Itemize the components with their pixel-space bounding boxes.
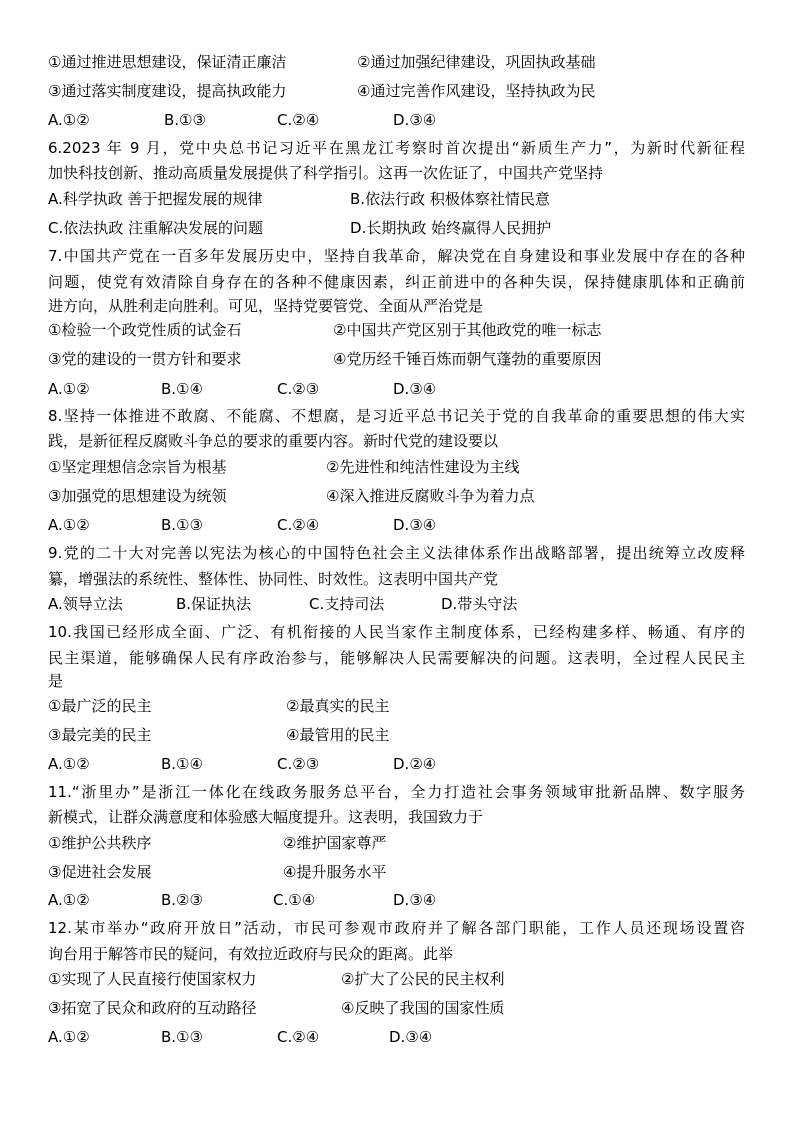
- option-b: B.①③: [161, 1028, 203, 1046]
- q12-stem-line-2: 询台用于解答市民的疑问，有效拉近政府与民众的距离。此举: [48, 945, 454, 963]
- option-b: B.依法行政 积极体察社情民意: [350, 190, 550, 208]
- option-a: A.①②: [48, 1028, 90, 1046]
- statement-1: ①实现了人民直接行使国家权力: [48, 970, 257, 988]
- option-a: A.①②: [48, 516, 90, 534]
- option-d: D.③④: [393, 111, 437, 129]
- statement-2: ②最真实的民主: [286, 697, 390, 715]
- statement-4: ④通过完善作风建设，坚持执政为民: [357, 82, 596, 100]
- statement-3: ③通过落实制度建设，提高执政能力: [48, 82, 287, 100]
- q9-stem-line-1: 9.党的二十大对完善以宪法为核心的中国特色社会主义法律体系作出战略部署，提出统筹立改废释: [48, 544, 745, 562]
- statement-3: ③党的建设的一贯方针和要求: [48, 350, 242, 368]
- option-a: A.领导立法: [48, 595, 123, 613]
- option-d: D.长期执政 始终赢得人民拥护: [350, 219, 552, 237]
- option-d: D.③④: [393, 891, 437, 909]
- statement-4: ④最管用的民主: [286, 726, 390, 744]
- statement-1: ①坚定理想信念宗旨为根基: [48, 458, 227, 476]
- statement-4: ④提升服务水平: [283, 863, 387, 881]
- option-c: C.①④: [273, 891, 316, 909]
- statement-2: ②中国共产党区别于其他政党的唯一标志: [333, 321, 602, 339]
- statement-3: ③加强党的思想建设为统领: [48, 487, 227, 505]
- statement-2: ②通过加强纪律建设，巩固执政基础: [357, 53, 596, 71]
- option-a: A.①②: [48, 891, 90, 909]
- statement-4: ④党历经千锤百炼而朝气蓬勃的重要原因: [333, 350, 602, 368]
- option-b: B.保证执法: [176, 595, 252, 613]
- option-d: D.③④: [393, 380, 437, 398]
- option-a: A.①②: [48, 111, 90, 129]
- statement-1: ①通过推进思想建设，保证清正廉洁: [48, 53, 287, 71]
- option-b: B.②③: [161, 891, 203, 909]
- q10-stem-line-1: 10.我国已经形成全面、广泛、有机衔接的人民当家作主制度体系，已经构建多样、畅通、有序的: [48, 623, 745, 641]
- q6-stem-line-2: 加快科技创新、推动高质量发展提供了科学指引。这再一次佐证了，中国共产党坚持: [48, 164, 604, 182]
- option-d: D.③④: [389, 1028, 433, 1046]
- option-b: B.①③: [161, 516, 203, 534]
- statement-2: ②扩大了公民的民主权利: [341, 970, 505, 988]
- q7-stem-line-1: 7.中国共产党在一百多年发展历史中，坚持自我革命，解决党在自身建设和事业发展中存在的各种: [48, 247, 745, 265]
- q10-stem-line-2: 民主渠道，能够确保人民有序政治参与，能够解决人民需要解决的问题。这表明，全过程人民民主: [48, 649, 745, 667]
- q8-stem-line-2: 践，是新征程反腐败斗争总的要求的重要内容。新时代党的建设要以: [48, 432, 499, 450]
- statement-1: ①维护公共秩序: [48, 834, 152, 852]
- q12-stem-line-1: 12.某市举办“政府开放日”活动，市民可参观市政府并了解各部门职能，工作人员还现场设置咨: [48, 919, 745, 937]
- q6-stem-line-1: 6.2023 年 9 月，党中央总书记习近平在黑龙江考察时首次提出“新质生产力”，为新时代新征程: [48, 139, 745, 157]
- statement-4: ④深入推进反腐败斗争为着力点: [326, 487, 535, 505]
- q11-stem-line-1: 11.“浙里办”是浙江一体化在线政务服务总平台，全力打造社会事务领域审批新品牌、数字服务: [48, 783, 745, 801]
- q11-stem-line-2: 新模式，让群众满意度和体验感大幅度提升。这表明，我国致力于: [48, 808, 484, 826]
- option-c: C.依法执政 注重解决发展的问题: [48, 219, 264, 237]
- statement-4: ④反映了我国的国家性质: [341, 999, 505, 1017]
- q7-stem-line-2: 问题，使党有效清除自身存在的各种不健康因素，纠正前进中的各种失误，保持健康肌体和正确前: [48, 273, 745, 291]
- option-b: B.①③: [164, 111, 206, 129]
- option-c: C.②③: [277, 380, 320, 398]
- option-c: C.②④: [277, 516, 320, 534]
- option-c: C.②③: [277, 755, 320, 773]
- q7-stem-line-3: 进方向，从胜利走向胜利。可见，坚持党要管党、全面从严治党是: [48, 297, 484, 315]
- statement-2: ②维护国家尊严: [283, 834, 387, 852]
- option-d: D.③④: [393, 516, 437, 534]
- option-a: A.科学执政 善于把握发展的规律: [48, 190, 263, 208]
- statement-3: ③促进社会发展: [48, 863, 152, 881]
- q8-stem-line-1: 8.坚持一体推进不敢腐、不能腐、不想腐，是习近平总书记关于党的自我革命的重要思想的伟大实: [48, 407, 745, 425]
- option-a: A.①②: [48, 755, 90, 773]
- q10-stem-line-3: 是: [48, 672, 64, 690]
- statement-3: ③最完美的民主: [48, 726, 152, 744]
- statement-2: ②先进性和纯洁性建设为主线: [326, 458, 520, 476]
- option-c: C.支持司法: [309, 595, 385, 613]
- option-c: C.②④: [277, 111, 320, 129]
- option-b: B.①④: [161, 380, 203, 398]
- statement-1: ①最广泛的民主: [48, 697, 152, 715]
- statement-1: ①检验一个政党性质的试金石: [48, 321, 242, 339]
- statement-3: ③拓宽了民众和政府的互动路径: [48, 999, 257, 1017]
- option-c: C.②④: [277, 1028, 320, 1046]
- q9-stem-line-2: 纂，增强法的系统性、整体性、协同性、时效性。这表明中国共产党: [48, 570, 499, 588]
- option-d: D.带头守法: [441, 595, 518, 613]
- option-d: D.②④: [393, 755, 437, 773]
- option-a: A.①②: [48, 380, 90, 398]
- option-b: B.①④: [161, 755, 203, 773]
